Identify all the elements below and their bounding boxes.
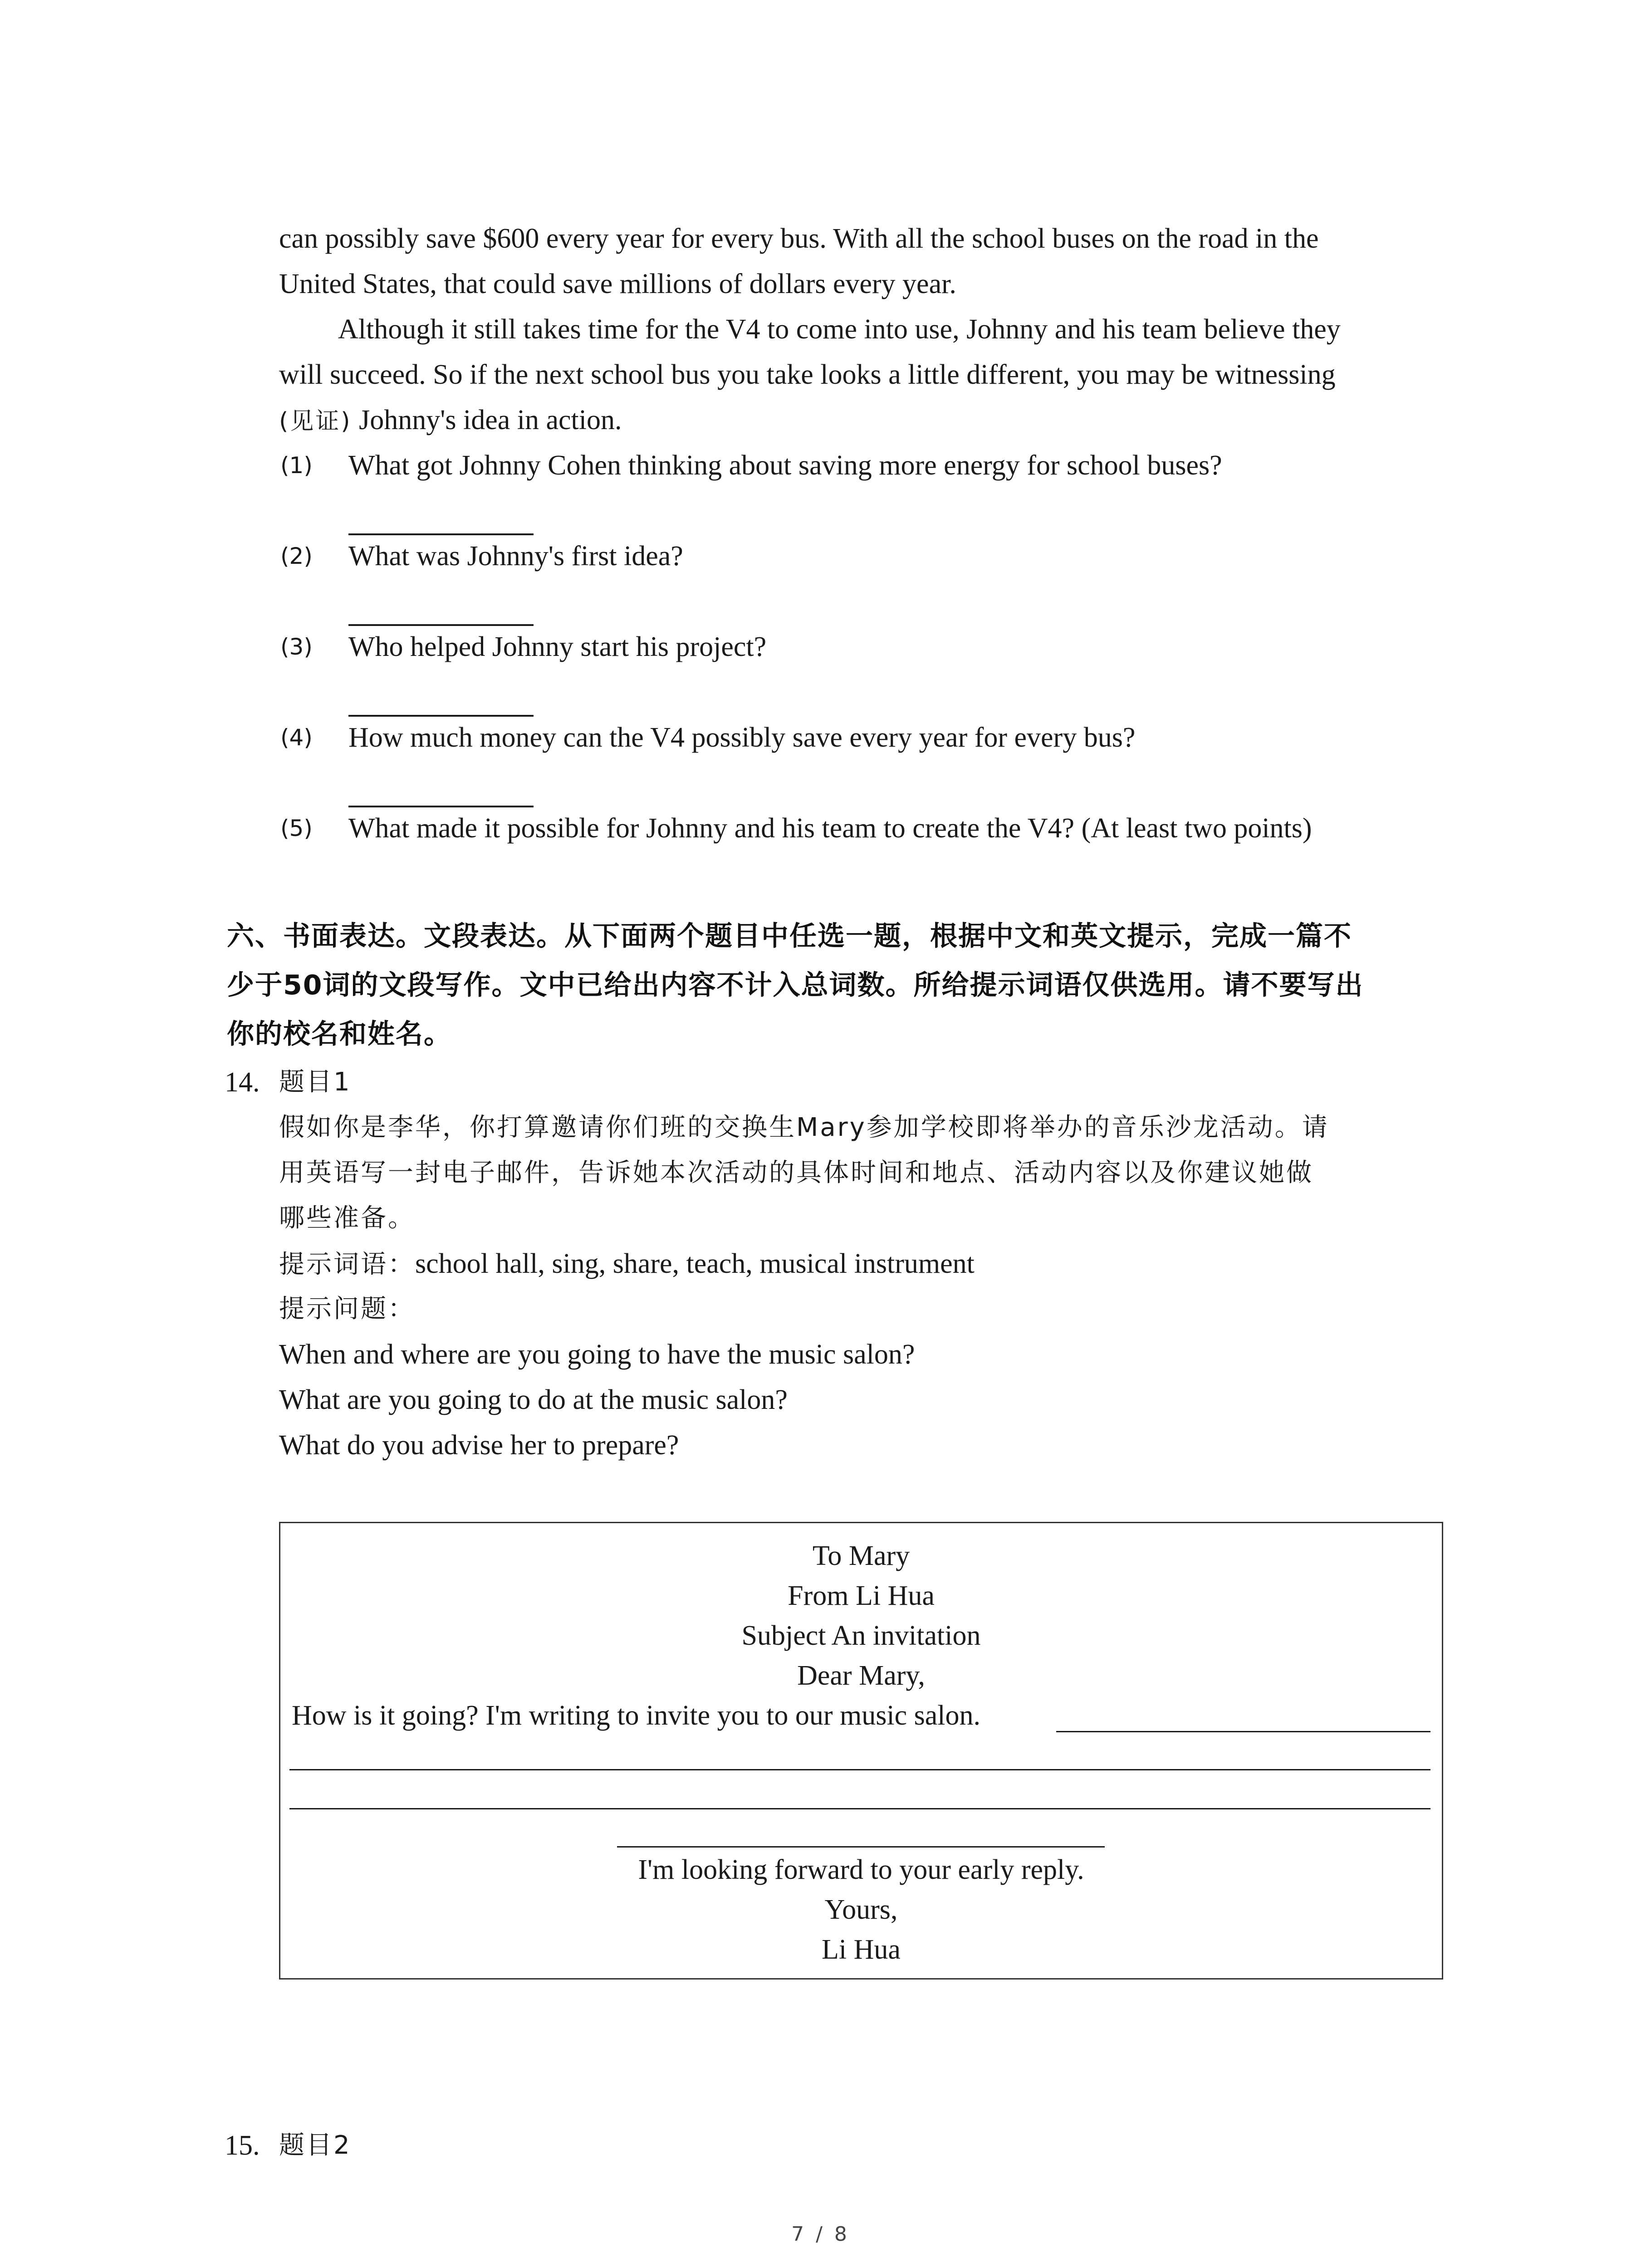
task-title: 题目1 [279, 1067, 352, 1097]
hint-question: What are you going to do at the music salon? [279, 1384, 788, 1415]
writing-line[interactable] [617, 1846, 1105, 1848]
hint-question: What do you advise her to prepare? [279, 1430, 679, 1461]
question-text: What got Johnny Cohen thinking about saving more energy for school buses? [348, 450, 1222, 481]
passage-line-1: can possibly save $600 every year for every bus. With all the school buses on the road in the [279, 223, 1319, 254]
question-number: (5) [280, 815, 313, 841]
task-prompt-line: 假如你是李华，你打算邀请你们班的交换生Mary参加学校即将举办的音乐沙龙活动。请 [279, 1113, 1329, 1142]
task-title: 题目2 [279, 2131, 352, 2160]
email-from: From Li Hua [788, 1580, 935, 1611]
task-prompt-line: 哪些准备。 [279, 1203, 415, 1233]
passage-line-2: United States, that could save millions of dollars every year. [279, 269, 956, 299]
question-number: (1) [280, 452, 313, 479]
email-closing: I'm looking forward to your early reply. [638, 1854, 1084, 1885]
hint-question: When and where are you going to have the music salon? [279, 1339, 915, 1370]
question-text: What made it possible for Johnny and his team to create the V4? (At least two points) [348, 813, 1312, 844]
passage-line-3: Although it still takes time for the V4 to come into use, Johnny and his team believe they [338, 314, 1341, 345]
question-text: What was Johnny's first idea? [348, 541, 683, 572]
email-greeting: Dear Mary, [797, 1660, 925, 1691]
email-opening: How is it going? I'm writing to invite you to our music salon. [292, 1700, 981, 1731]
email-signoff: Yours, [824, 1894, 898, 1925]
passage-line-5 [279, 397, 622, 444]
section-heading-line: 少于50词的文段写作。文中已给出内容不计入总词数。所给提示词语仅供选用。请不要写出 [227, 969, 1364, 1001]
writing-line[interactable] [289, 1808, 1430, 1809]
passage-line-5-text: Johnny's idea in action. [352, 405, 622, 435]
hint-words [279, 1241, 975, 1287]
page-number: 7 / 8 [791, 2223, 850, 2246]
writing-line[interactable] [1056, 1731, 1430, 1732]
email-sender-name: Li Hua [822, 1934, 901, 1965]
question-number: (4) [280, 724, 313, 751]
section-heading-line: 你的校名和姓名。 [227, 1018, 452, 1050]
passage-line-4: will succeed. So if the next school bus you take looks a little different, you may be witnessing [279, 359, 1336, 390]
email-to: To Mary [812, 1540, 910, 1571]
task-number: 14. [225, 1067, 260, 1098]
question-text: Who helped Johnny start his project? [348, 631, 767, 662]
hint-questions-label: 提示问题： [279, 1294, 415, 1324]
section-heading [227, 912, 1452, 1059]
task-number: 15. [225, 2130, 260, 2161]
hint-words-list: school hall, sing, share, teach, musical instrument [415, 1248, 975, 1279]
writing-line[interactable] [289, 1769, 1430, 1770]
gloss-witnessing: (见证) [279, 408, 352, 435]
hint-words-label: 提示词语： [279, 1250, 415, 1279]
question-number: (2) [280, 543, 313, 569]
section-heading-line: 六、书面表达。文段表达。从下面两个题目中任选一题，根据中文和英文提示，完成一篇不 [227, 920, 1352, 952]
task-prompt-line: 用英语写一封电子邮件，告诉她本次活动的具体时间和地点、活动内容以及你建议她做 [279, 1158, 1313, 1188]
question-number: (3) [280, 634, 313, 660]
question-text: How much money can the V4 possibly save every year for every bus? [348, 722, 1136, 753]
email-subject: Subject An invitation [741, 1620, 981, 1651]
